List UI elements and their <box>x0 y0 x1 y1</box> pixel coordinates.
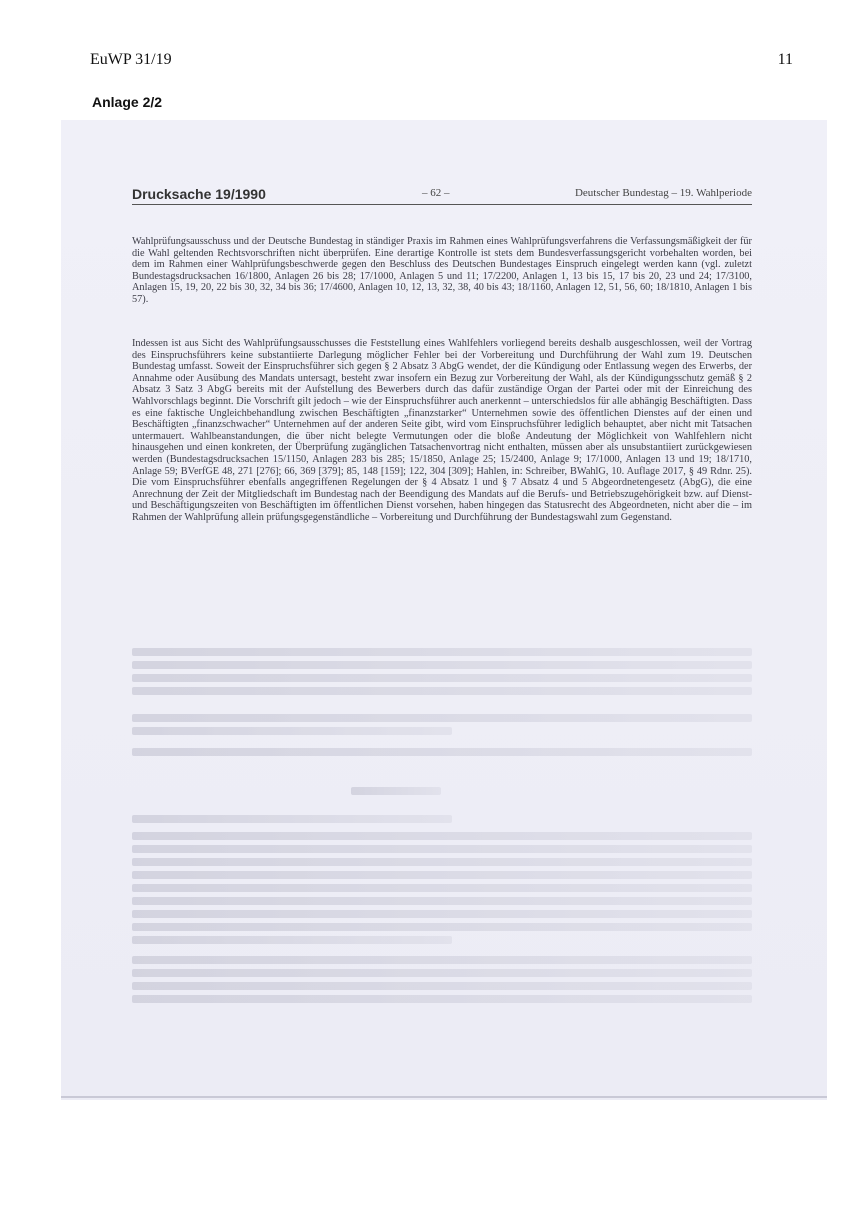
scan-paragraph-2: Indessen ist aus Sicht des Wahlprüfungsausschusses die Feststellung eines Wahlfehlers vorliegend bereits deshalb ausgeschlossen, weil der Vortrag des Einspruchsführers keine substantiierte Darlegung möglicher Fehler bei der Vorbereitung und Durchführung der Wahl zum 19. Deutschen Bundestag umfasst. Soweit der Einspruchsführer sich gegen § 2 Absatz 3 AbgG wendet, der die Kündigung oder Entlassung wegen des Erwerbs, der Annahme oder Ausübung des Mandats untersagt, besteht zwar insofern ein Bezug zur Vorbereitung der Wahl, als der Kündigungsschutz gemäß § 2 Absatz 3 Satz 3 AbgG bereits mit der Aufstellung des Bewerbers durch das dafür zuständige Organ der Partei oder mit der Einreichung des Wahlvorschlags beginnt. Die Vorschrift gilt jedoch – wie der Einspruchsführer auch anerkennt – unterschiedslos für alle abhängig Beschäftigten. Dass es eine faktische Ungleichbehandlung zwischen Beschäftigten „finanzstarker“ Unternehmen sowie des öffentlichen Dienstes auf der einen und Beschäftigten „finanzschwacher“ Unternehmen auf der anderen Seite gibt, wird vom Einspruchsführer lediglich behauptet, aber nicht mit Tatsachen untermauert. Wahlbeanstandungen, die über nicht belegte Vermutungen oder die bloße Andeutung der Möglichkeit von Wahlfehlern nicht hinausgehen und einen konkreten, der Überprüfung zugänglichen Tatsachenvortrag nicht enthalten, müssen aber als unsubstantiiert zurückgewiesen werden (Bundestagsdrucksachen 15/1150, Anlagen 283 bis 285; 15/1850, Anlage 25; 15/2400, Anlage 9; 17/1000, Anlagen 13 und 19; 18/1710, Anlage 59; BVerfGE 48, 271 [276]; 66, 369 [379]; 85, 148 [159]; 122, 304 [309]; Hahlen, in: Schreiber, BWahlG, 10. Auflage 2017, § 49 Rdnr. 25). Die vom Einspruchsführer ebenfalls angegriffenen Regelungen der § 4 Absatz 1 und § 7 Absatz 4 und 5 Abgeordnetengesetz (AbgG), die eine Anrechnung der Zeit der Mitgliedschaft im Bundestag nach der Beendigung des Mandats auf die Berufs- und Betriebszugehörigkeit bzw. auf Dienst- und Beschäftigungszeiten von Beschäftigten im öffentlichen Dienst vorsehen, haben hingegen das Statusrecht des Abgeordneten, nicht aber die – im Rahmen der Wahlprüfung allein prüfungsgegenständliche – Vorbereitung und Durchführung der Bundestagswahl zum Gegenstand. <box>132 338 752 523</box>
scan-header-parliament: Deutscher Bundestag – 19. Wahlperiode <box>574 187 752 199</box>
attachment-label: Anlage 2/2 <box>92 94 163 110</box>
scan-paragraph-1: Wahlprüfungsausschuss und der Deutsche Bundestag in ständiger Praxis im Rahmen eines Wahlprüfungsverfahrens die Verfassungsmäßigkeit der für die Wahl geltenden Rechtsvorschriften nicht überprüfen. Eine derartige Kontrolle ist stets dem Bundesverfassungsgericht vorbehalten worden, bei dem im Rahmen einer Wahlprüfungsbeschwerde gegen den Beschluss des Deutschen Bundestages Einspruch eingelegt werden kann (vgl. zuletzt Bundestagsdrucksachen 16/1800, Anlagen 26 bis 28; 17/1000, Anlagen 5 und 11; 17/2200, Anlagen 1, 13 bis 15, 17 bis 20, 23 und 24; 17/3100, Anlagen 15, 19, 20, 22 bis 30, 32, 34 bis 36; 17/4600, Anlagen 10, 12, 13, 32, 38, 40 bis 43; 18/1160, Anlagen 12, 51, 56, 60; 18/1810, Anlagen 1 bis 57). <box>132 236 752 305</box>
scan-header <box>132 186 752 205</box>
scan-header-page: – 62 – <box>422 187 450 199</box>
scan-bottom-edge <box>61 1096 827 1098</box>
scan-header-printed-matter: Drucksache 19/1990 <box>132 186 266 202</box>
document-id: EuWP 31/19 <box>90 51 172 68</box>
page-number: 11 <box>777 51 793 68</box>
scanned-page <box>61 120 827 1100</box>
